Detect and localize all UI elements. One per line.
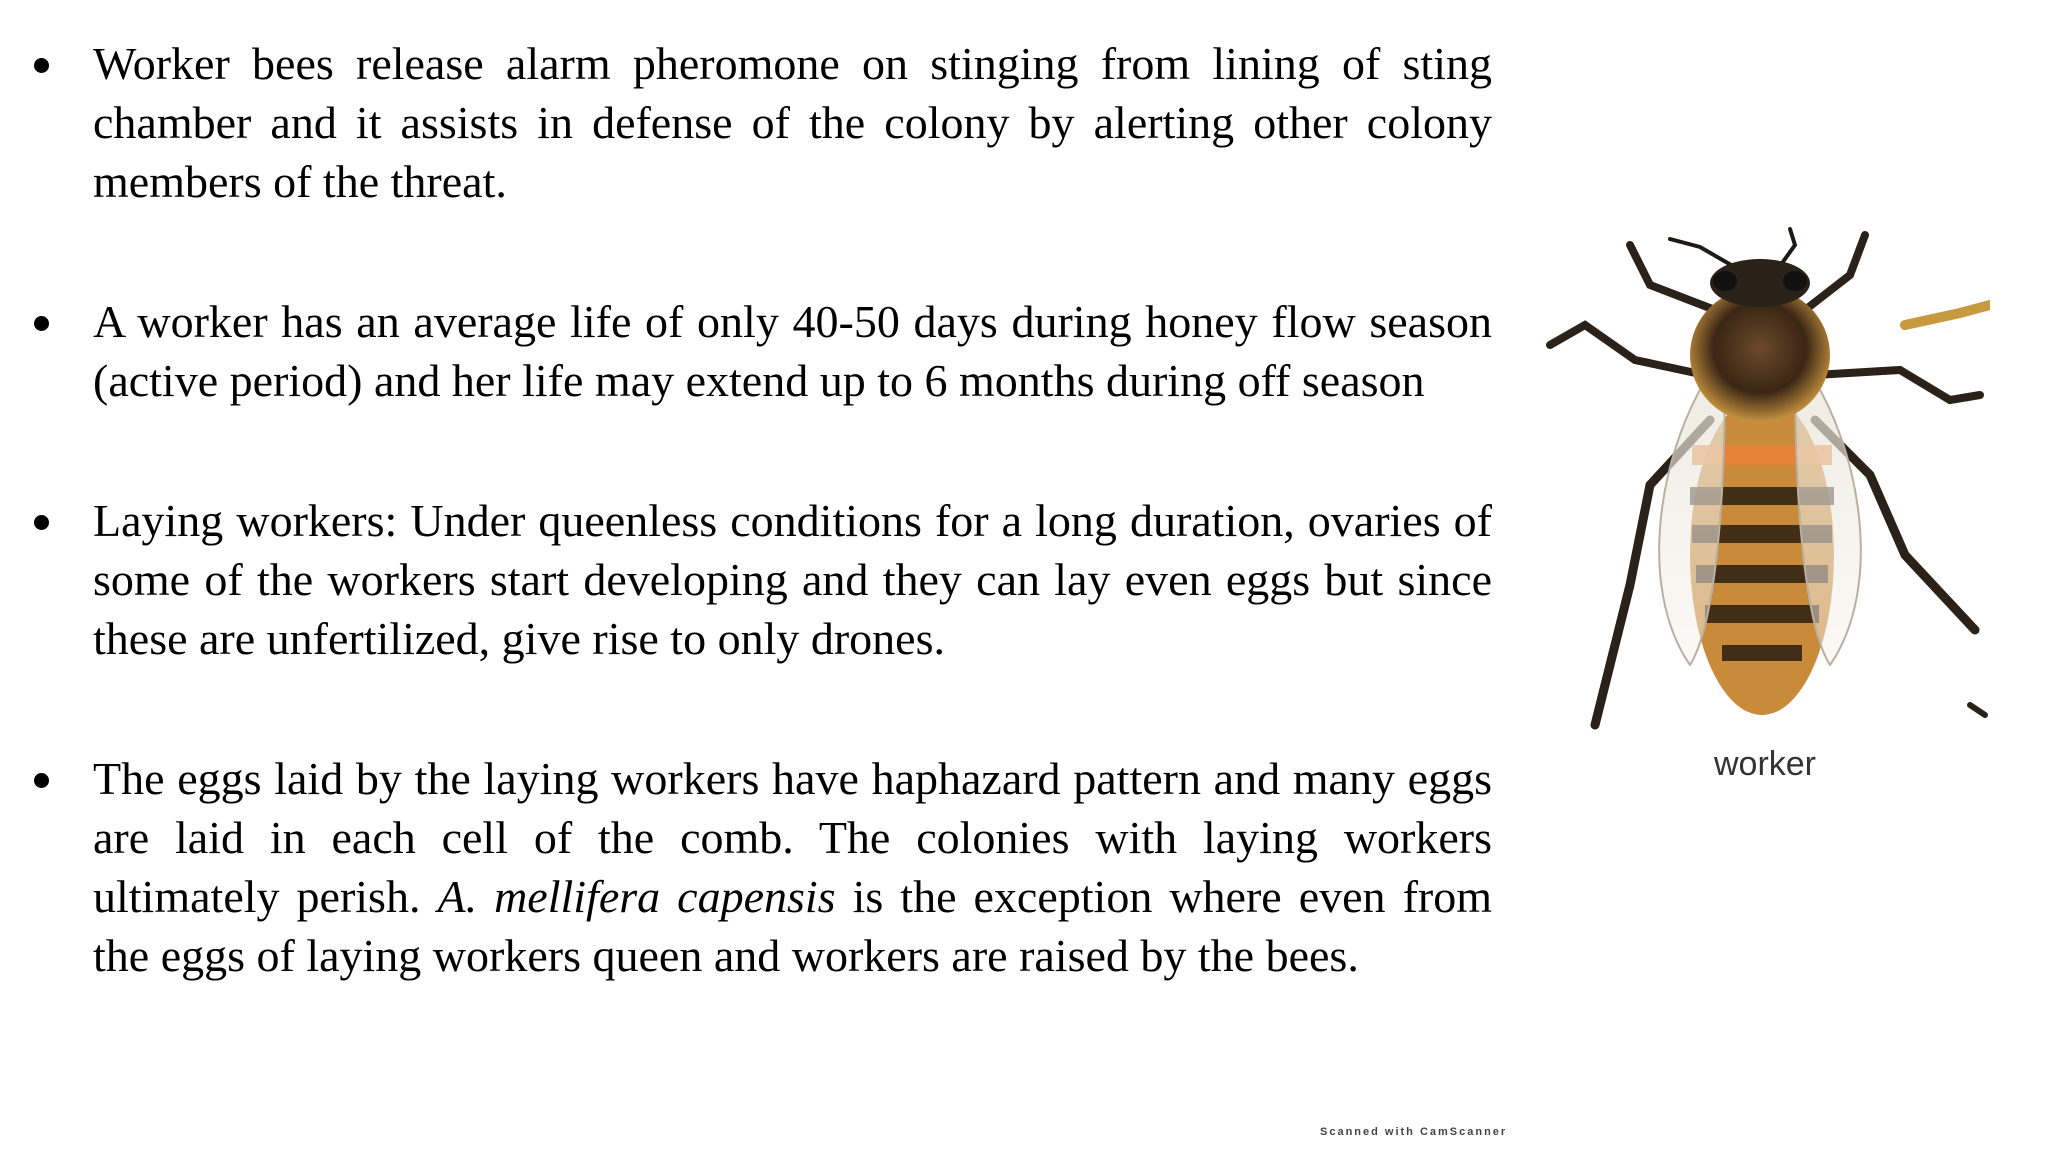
bullet-worker-lifespan <box>30 292 1492 410</box>
bullet-list <box>30 34 1492 985</box>
worker-bee-illustration-icon <box>1540 225 1990 735</box>
bullet-dot <box>34 316 49 331</box>
species-name: A. mellifera capensis <box>437 871 836 922</box>
scanner-watermark: Scanned with CamScanner <box>1320 1126 1508 1138</box>
bullet-text: A worker has an average life of only 40-50 days during honey flow season (active period) and her life may extend up to 6 months during off season <box>93 296 1492 406</box>
bullet-text: Laying workers: Under queenless conditions for a long duration, ovaries of some of the workers start developing and they can lay even eggs but since these are unfertilized, give rise to only drones. <box>93 495 1492 664</box>
bullet-text: Worker bees release alarm pheromone on stinging from lining of sting chamber and it assists in defense of the colony by alerting other colony members of the threat. <box>93 38 1492 207</box>
bullet-dot <box>34 773 49 788</box>
bullet-text-after: is the exception where even from the eggs of laying workers queen and workers are raised by the bees. <box>93 871 1492 981</box>
bullet-dot <box>34 515 49 530</box>
worker-bee-figure <box>1540 225 1990 785</box>
bullet-laying-workers <box>30 491 1492 668</box>
bullet-alarm-pheromone <box>30 34 1492 211</box>
bullet-dot <box>34 58 49 73</box>
figure-caption: worker <box>1713 745 1817 783</box>
bullet-text-before: The eggs laid by the laying workers have haphazard pattern and many eggs are laid in each cell of the comb. The colonies with laying workers ultimately perish. <box>93 753 1492 922</box>
bullet-laying-worker-eggs <box>30 749 1492 985</box>
